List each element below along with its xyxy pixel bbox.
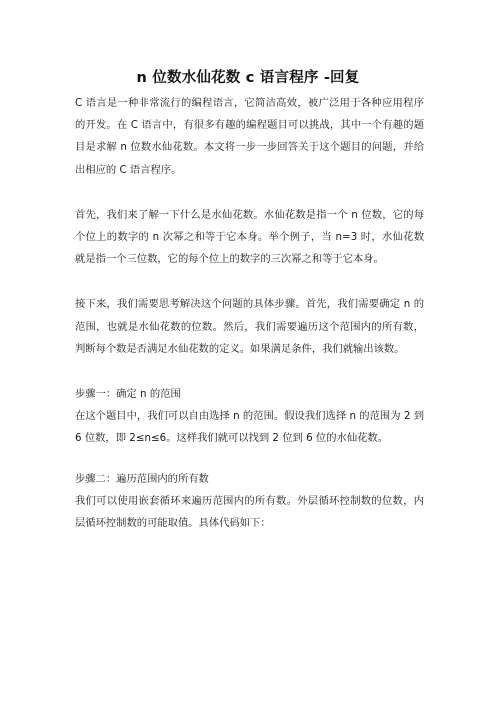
document-title: n 位数水仙花数 c 语言程序 -回复 — [136, 70, 360, 86]
paragraph-definition: 首先，我们来了解一下什么是水仙花数。水仙花数是指一个 n 位数，它的每个位上的数字的 n 次幂之和等于它本身。举个例子，当 n=3 时，水仙花数就是指一个三位数，它的每个位上的数字的三次幂之和等于它本身。 — [75, 208, 424, 266]
paragraph-approach: 接下来，我们需要思考解决这个问题的具体步骤。首先，我们需要确定 n 的范围，也就是水仙花数的位数。然后，我们需要遍历这个范围内的所有数，判断每个数是否满足水仙花数的定义。如果满足条件，我们就输出该数。 — [75, 298, 424, 355]
document-body — [75, 92, 424, 534]
paragraph-intro: C 语言是一种非常流行的编程语言，它简洁高效，被广泛用于各种应用程序的开发。在 C 语言中，有很多有趣的编程题目可以挑战，其中一个有趣的题目是求解 n 位数水仙花数。本文将一步一步回答关于这个题目的问题，并给出相应的 C 语言程序。 — [75, 97, 424, 176]
step1-heading: 步骤一：确定 n 的范围 — [75, 388, 181, 401]
step1-text: 在这个题目中，我们可以自由选择 n 的范围。假设我们选择 n 的范围为 2 到 6 位数，即 2≤n≤6。这样我们就可以找到 2 位到 6 位的水仙花数。 — [75, 410, 424, 445]
step2-text: 我们可以使用嵌套循环来遍历范围内的所有数。外层循环控制数的位数，内层循环控制数的可能取值。具体代码如下： — [75, 494, 424, 530]
step2-heading: 步骤二：遍历范围内的所有数 — [75, 472, 209, 485]
